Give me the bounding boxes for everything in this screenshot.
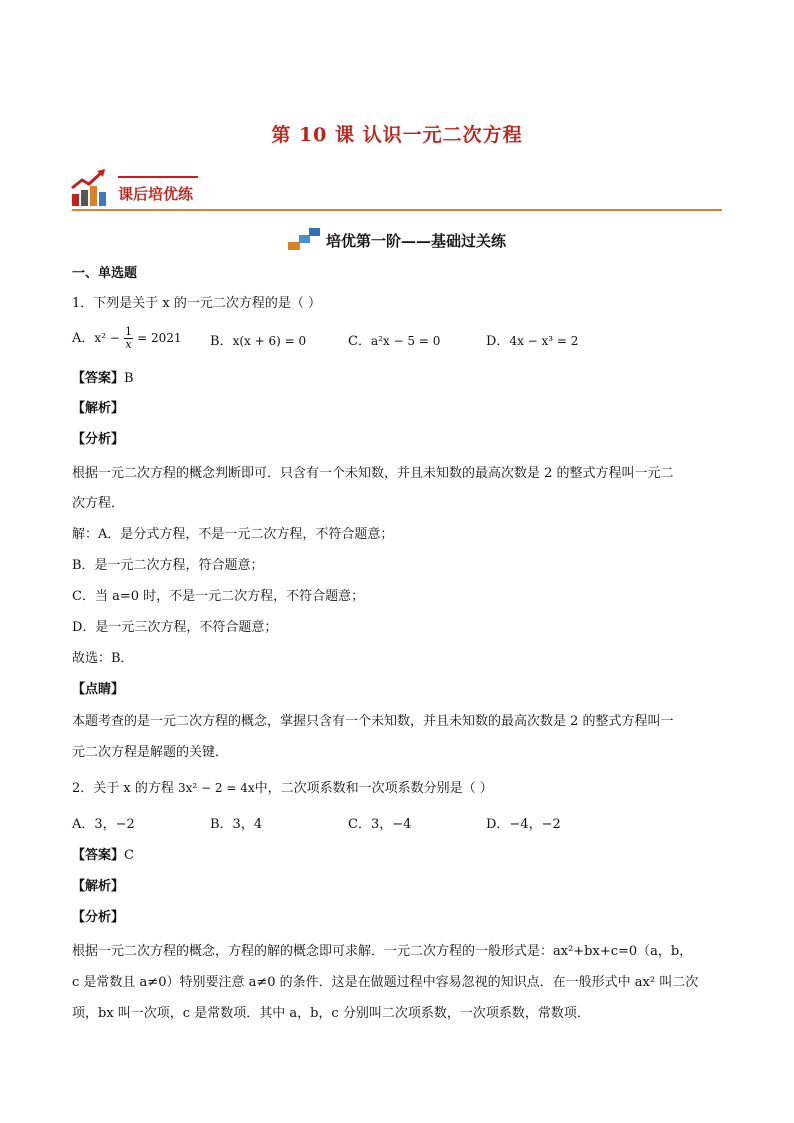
q1-option-b-label: B． [210,334,233,349]
q1-solution-line-1: 解：A．是分式方程，不是一元二次方程，不符合题意； [72,527,394,542]
q1-dianjing-line-2: 元二次方程是解题的关键． [72,745,229,760]
q2-stem [72,777,493,796]
section-divider [72,209,722,211]
q1-option-c-label: C． [348,334,371,349]
q2-fenxi-tag: 【分析】 [72,910,125,925]
q1-solution-line-4: D．是一元三次方程，不符合题意； [72,620,278,635]
q1-answer [72,367,134,386]
q1-solution-line-3: C．当 a=0 时，不是一元二次方程，不符合题意； [72,589,365,604]
q2-stem-equation: 3x² − 2 = 4x [178,781,255,795]
q1-fenxi-tag: 【分析】 [72,432,125,447]
q2-option-c: C．3，−4 [348,817,412,832]
q1-jiexi-tag: 【解析】 [72,401,125,416]
q1-option-d-expr: 4x − x³ = 2 [509,334,579,348]
logo-bar-4 [99,192,106,206]
q1-option-d [486,330,578,349]
q1-option-a [72,326,182,351]
q2-fenxi-line-3: 项，bx 叫一次项，c 是常数项．其中 a，b，c 分别叫二次项系数，一次项系数，常数项． [72,1006,590,1021]
q1-dianjing-line-1: 本题考查的是一元二次方程的概念，掌握只含有一个未知数，并且未知数的最高次数是 2 的整式方程叫一 [72,714,674,729]
question-type-heading: 一、单选题 [72,266,138,281]
logo-bar-1 [72,194,79,206]
q2-answer-value: C [124,848,134,863]
stage-label: 培优第一阶——基础过关练 [325,232,506,250]
q1-option-d-label: D． [486,334,510,349]
q2-option-a: A．3，−2 [72,817,135,832]
q1-dianjing-tag: 【点睛】 [72,682,125,697]
q1-option-a-expr-left: x² − [94,331,120,345]
q2-stem-pre: 2．关于 x 的方程 [72,781,174,796]
logo-bar-2 [81,190,88,206]
q1-fenxi-line-1: 根据一元二次方程的概念判断即可．只含有一个未知数，并且未知数的最高次数是 2 的整式方程叫一元二 [72,466,674,481]
q1-option-b [210,330,306,349]
logo-arrow [72,172,102,188]
stairs-icon [288,228,322,250]
page-title: 第 10 课 认识一元二次方程 [271,124,523,146]
q2-fenxi-line-2: c 是常数且 a≠0）特别要注意 a≠0 的条件．这是在做题过程中容易忽视的知识点．在一般形式中 ax² 叫二次 [72,975,699,990]
chart-bars-arrow-icon [70,168,110,208]
section-accent-line [118,176,198,178]
q1-option-a-fraction [124,326,133,351]
q1-option-b-expr: x(x + 6) = 0 [232,334,307,348]
q1-fraction-denominator: x [125,338,132,351]
q1-solution-line-2: B．是一元二次方程，符合题意； [72,558,264,573]
q2-answer [72,844,134,863]
q1-answer-tag: 【答案】 [72,371,125,386]
q2-option-b: B．3，4 [210,817,263,832]
q1-fraction-numerator: 1 [124,325,132,338]
stage-heading [0,228,794,251]
q1-answer-value: B [124,371,134,386]
q1-option-a-label: A． [72,331,95,346]
logo-bar-3 [90,186,97,206]
q2-stem-post: 中，二次项系数和一次项系数分别是（ ） [254,781,493,796]
q1-option-c [348,330,440,349]
q1-option-a-expr-right: = 2021 [137,331,182,345]
q2-jiexi-tag: 【解析】 [72,879,125,894]
q1-option-c-expr: a²x − 5 = 0 [370,334,441,348]
q1-stem: 1．下列是关于 x 的一元二次方程的是（ ） [72,296,321,311]
q1-fenxi-line-2: 次方程． [72,496,125,511]
q1-solution-line-5: 故选：B． [72,651,134,666]
section-label: 课后培优练 [118,185,194,203]
q2-answer-tag: 【答案】 [72,848,125,863]
q2-option-d: D．−4，−2 [486,817,561,832]
q2-fenxi-line-1: 根据一元二次方程的概念，方程的解的概念即可求解．一元二次方程的一般形式是：ax²+bx+c=0（a，b， [72,944,693,959]
